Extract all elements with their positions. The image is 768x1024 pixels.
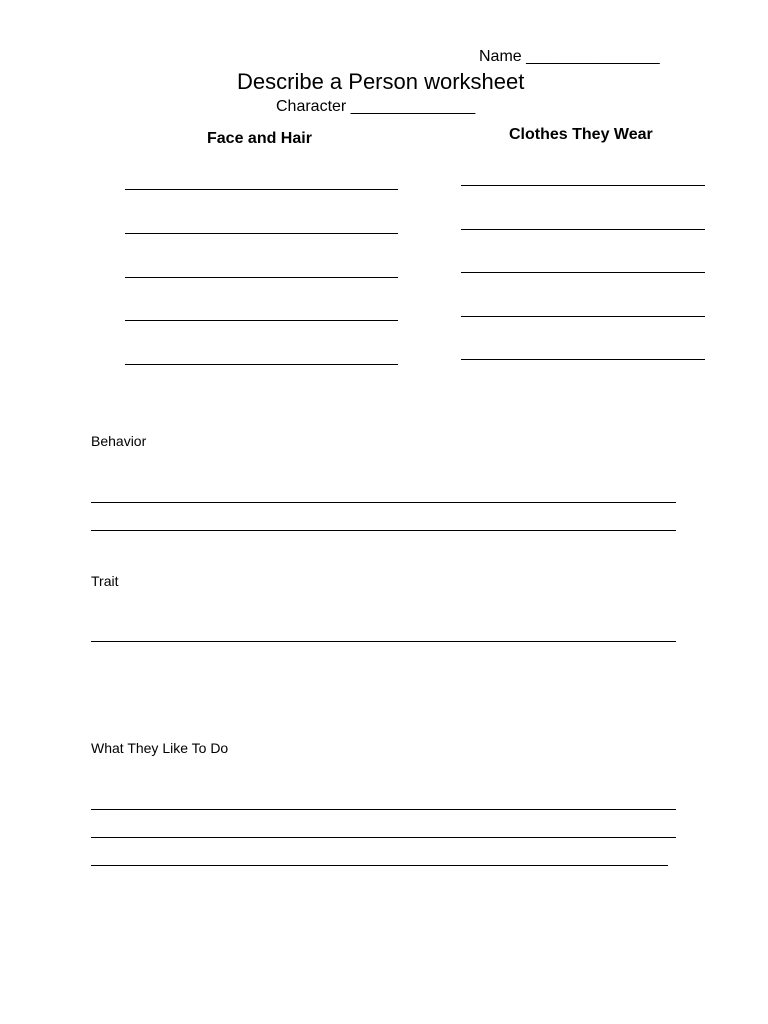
name-field-label: Name _______________ <box>479 48 660 65</box>
behavior-line-2 <box>91 530 676 531</box>
clothes-heading: Clothes They Wear <box>509 126 653 143</box>
clothes-line-5 <box>461 359 705 360</box>
like-line-3 <box>91 865 668 866</box>
face-hair-line-5 <box>125 364 398 365</box>
face-hair-line-4 <box>125 320 398 321</box>
trait-label: Trait <box>91 573 119 589</box>
character-field-label: Character ______________ <box>276 98 476 115</box>
like-line-1 <box>91 809 676 810</box>
clothes-line-1 <box>461 185 705 186</box>
clothes-line-4 <box>461 316 705 317</box>
worksheet-title: Describe a Person worksheet <box>237 69 525 94</box>
clothes-line-3 <box>461 272 705 273</box>
face-hair-line-2 <box>125 233 398 234</box>
face-hair-line-3 <box>125 277 398 278</box>
behavior-line-1 <box>91 502 676 503</box>
face-hair-line-1 <box>125 189 398 190</box>
clothes-line-2 <box>461 229 705 230</box>
like-line-2 <box>91 837 676 838</box>
face-and-hair-heading: Face and Hair <box>207 130 312 147</box>
what-they-like-label: What They Like To Do <box>91 740 229 756</box>
behavior-label: Behavior <box>91 433 147 449</box>
trait-line-1 <box>91 641 676 642</box>
